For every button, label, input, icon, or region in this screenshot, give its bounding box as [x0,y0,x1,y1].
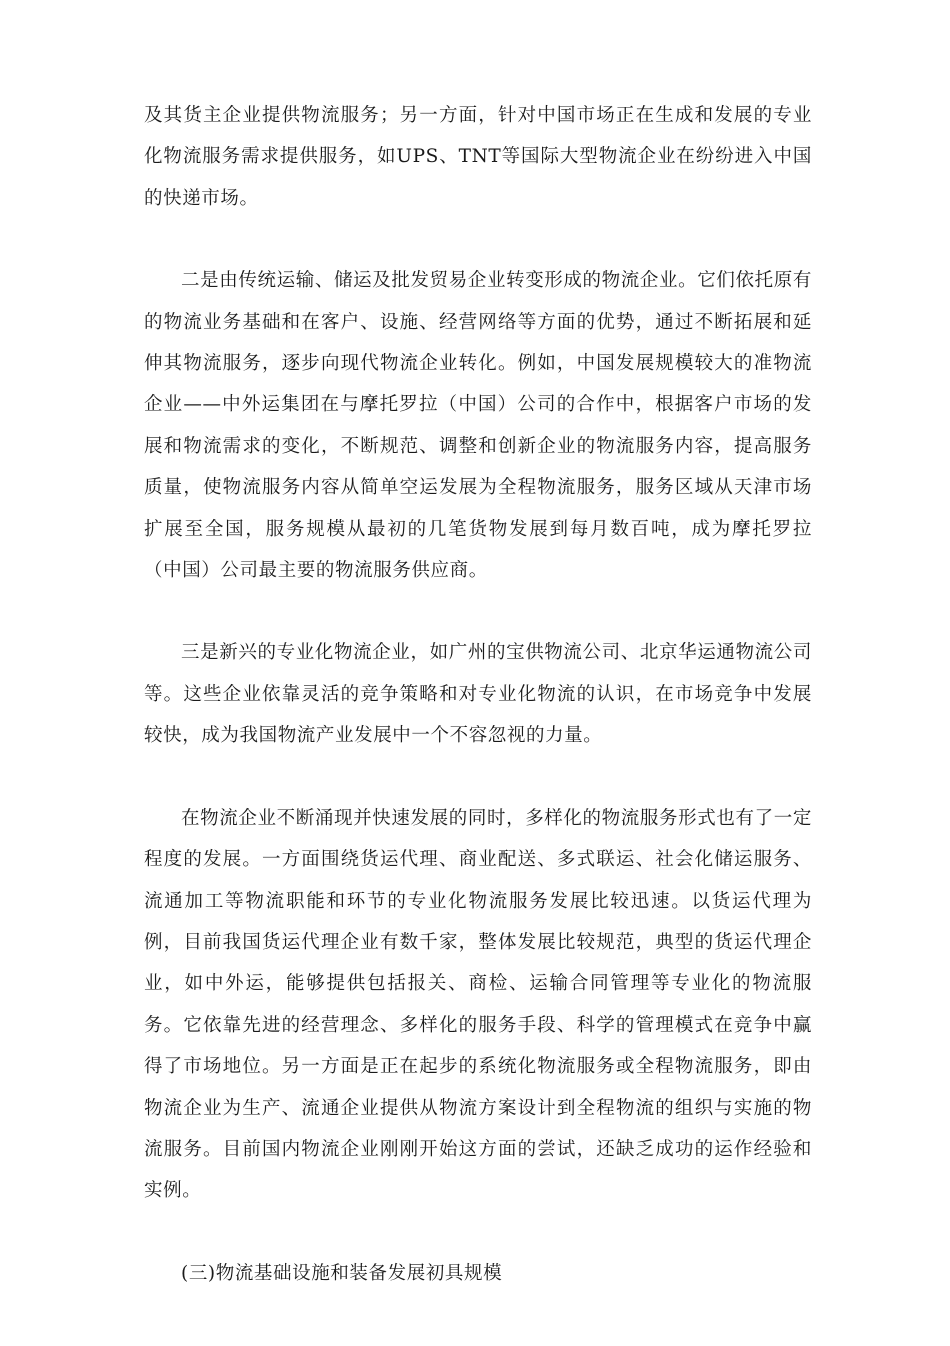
paragraph-gap [144,219,812,260]
paragraph-service-forms: 在物流企业不断涌现并快速发展的同时，多样化的物流服务形式也有了一定程度的发展。一方面围绕货运代理、商业配送、多式联运、社会化储运服务、流通加工等物流职能和环节的专业化物流服务发展比较迅速。以货运代理为例，目前我国货运代理企业有数千家，整体发展比较规范，典型的货运代理企业，如中外运，能够提供包括报关、商检、运输合同管理等专业化的物流服务。它依靠先进的经营理念、多样化的服务手段、科学的管理模式在竞争中赢得了市场地位。另一方面是正在起步的系统化物流服务或全程物流服务，即由物流企业为生产、流通企业提供从物流方案设计到全程物流的组织与实施的物流服务。目前国内物流企业刚刚开始这方面的尝试，还缺乏成功的运作经验和实例。 [144,807,812,1202]
paragraph-gap [144,757,812,798]
paragraph-continuation: 及其货主企业提供物流服务；另一方面，针对中国市场正在生成和发展的专业化物流服务需求提供服务，如UPS、TNT等国际大型物流企业在纷纷进入中国的快递市场。 [144,105,812,209]
paragraph-gap [144,591,812,632]
document-body [144,95,812,1294]
paragraph-gap [144,1212,812,1253]
section-heading: (三)物流基础设施和装备发展初具规模 [181,1262,503,1284]
paragraph-traditional-logistics: 二是由传统运输、储运及批发贸易企业转变形成的物流企业。它们依托原有的物流业务基础和在客户、设施、经营网络等方面的优势，通过不断拓展和延伸其物流服务，逐步向现代物流企业转化。例如，中国发展规模较大的准物流企业——中外运集团在与摩托罗拉（中国）公司的合作中，根据客户市场的发展和物流需求的变化，不断规范、调整和创新企业的物流服务内容，提高服务质量，使物流服务内容从简单空运发展为全程物流服务，服务区域从天津市场扩展至全国，服务规模从最初的几笔货物发展到每月数百吨，成为摩托罗拉（中国）公司最主要的物流服务供应商。 [144,270,812,582]
paragraph-emerging-logistics: 三是新兴的专业化物流企业，如广州的宝供物流公司、北京华运通物流公司等。这些企业依靠灵活的竞争策略和对专业化物流的认识，在市场竞争中发展较快，成为我国物流产业发展中一个不容忽视的力量。 [144,642,812,747]
